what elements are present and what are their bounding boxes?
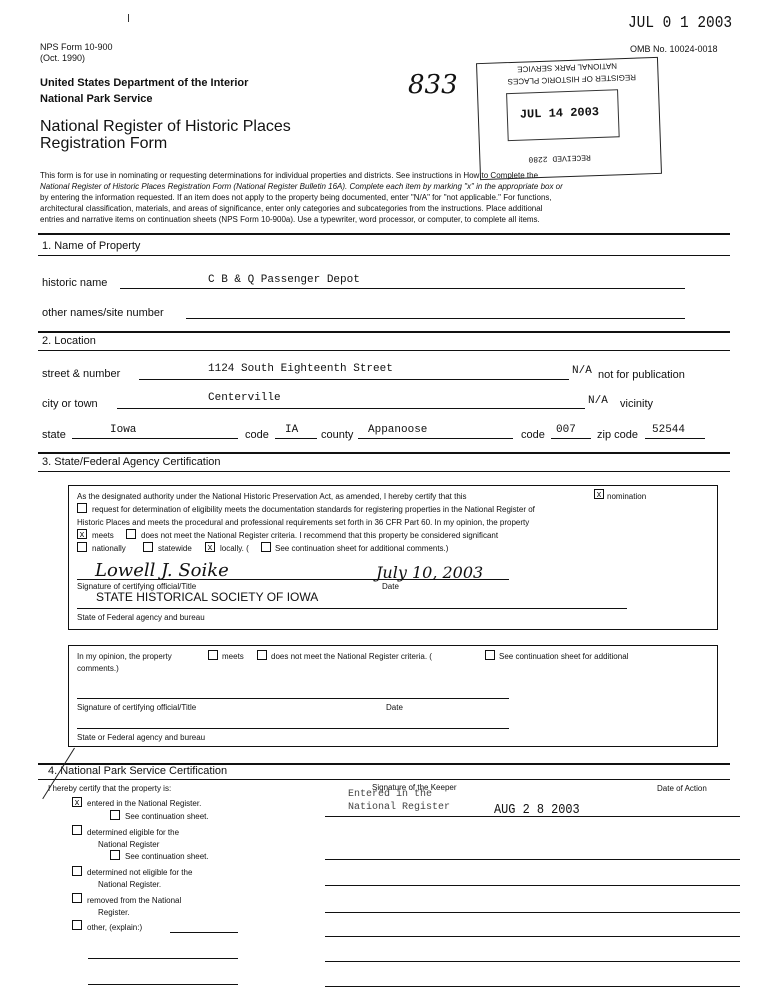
street-line <box>139 379 569 380</box>
date-stamp: JUL 0 1 2003 <box>628 14 733 33</box>
opinion-not-meet-checkbox[interactable] <box>257 650 267 660</box>
cert-text-line3: Historic Places and meets the procedural and professional requirements set forth in 36 CFR Part 60. In my opinion, the property <box>77 518 530 527</box>
section2-heading: 2. Location <box>42 335 96 347</box>
stamp-received: RECEIVED 2280 <box>528 152 591 164</box>
locally-checkbox[interactable]: x <box>205 542 215 552</box>
date-label: Date <box>382 582 399 591</box>
historic-name-line <box>120 288 685 289</box>
street-value[interactable]: 1124 South Eighteenth Street <box>208 363 393 375</box>
county-line <box>358 438 513 439</box>
omb-number: OMB No. 10024-0018 <box>630 44 718 54</box>
nomination-label: nomination <box>607 492 647 501</box>
signature-label: Signature of certifying official/Title <box>77 582 197 591</box>
keeper-line3 <box>325 885 740 886</box>
other-checkbox[interactable] <box>72 920 82 930</box>
entered-stamp-line2: National Register <box>348 802 451 813</box>
cert-text-line2: request for determination of eligibility meets the documentation standards for registering properties in the National Register of <box>92 505 535 514</box>
keeper-label: Signature of the Keeper <box>372 783 457 792</box>
locally-label: locally. ( <box>220 544 249 553</box>
certifying-signature: Lowell J. Soike <box>95 560 229 581</box>
certify-label: I hereby certify that the property is: <box>48 784 172 793</box>
opinion-see-label: See continuation sheet for additional <box>499 652 629 661</box>
stamp-date: JUL 14 2003 <box>519 104 600 122</box>
historic-name-label: historic name <box>42 277 108 289</box>
cert-text-line4: does not meet the National Register criteria. I recommend that this property be considered significant <box>141 531 499 540</box>
section3-heading: 3. State/Federal Agency Certification <box>42 456 221 468</box>
see-continuation-label: See continuation sheet for additional comments.) <box>275 544 449 553</box>
cert-text-line1: As the designated authority under the National Historic Preservation Act, as amended, I hereby certify that this <box>77 492 467 501</box>
city-value[interactable]: Centerville <box>208 392 281 404</box>
zip-line <box>645 438 705 439</box>
keeper-line4 <box>325 912 740 913</box>
instructions-line4: architectural classification, materials, and areas of significance, enter only categories and subcategories from the instructions. Place additional <box>40 204 543 213</box>
not-eligible-label-b: National Register. <box>98 880 162 889</box>
section1-rule <box>38 233 730 235</box>
form-title-line2: Registration Form <box>40 135 168 152</box>
form-date: (Oct. 1990) <box>40 53 86 63</box>
removed-checkbox[interactable] <box>72 893 82 903</box>
received-stamp <box>476 57 662 180</box>
stamp-date-box <box>506 89 620 141</box>
section2-rule <box>38 331 730 333</box>
opinion-signature-label: Signature of certifying official/Title <box>77 703 197 712</box>
section3-rule <box>38 452 730 454</box>
section3-heading-underline <box>38 471 730 472</box>
opinion-signature-line <box>77 698 509 699</box>
form-title-line1: National Register of Historic Places <box>40 118 291 135</box>
removed-label-a: removed from the National <box>87 896 182 905</box>
keeper-line5 <box>325 936 740 937</box>
state-value[interactable]: Iowa <box>110 424 137 436</box>
agency: National Park Service <box>40 93 153 105</box>
action-date: AUG 2 8 2003 <box>494 802 580 818</box>
keeper-line7 <box>325 986 740 987</box>
section1-heading: 1. Name of Property <box>42 240 141 252</box>
does-not-meet-checkbox[interactable] <box>126 529 136 539</box>
other-line3 <box>88 984 238 985</box>
code2-line <box>551 438 591 439</box>
form-number: NPS Form 10-900 <box>40 42 113 52</box>
entered-label: entered in the National Register. <box>87 799 202 808</box>
keeper-line1 <box>325 816 740 817</box>
opinion-bureau-line <box>77 728 509 729</box>
state-line <box>72 438 238 439</box>
opinion-text: In my opinion, the property <box>77 652 172 661</box>
tick-mark <box>128 14 129 22</box>
historic-name-value[interactable]: C B & Q Passenger Depot <box>208 274 360 286</box>
instructions-line2: National Register of Historic Places Registration Form (National Register Bulletin 16A). Complete each item by marking "x" in the appropriate box or <box>40 182 563 191</box>
see-continuation-checkbox[interactable] <box>261 542 271 552</box>
zip-label: zip code <box>597 429 638 441</box>
street-na: N/A <box>572 365 592 377</box>
section1-heading-underline <box>38 255 730 256</box>
handwritten-number: 833 <box>408 70 458 100</box>
opinion-meets-label: meets <box>222 652 244 661</box>
opinion-meets-checkbox[interactable] <box>208 650 218 660</box>
department: United States Department of the Interior <box>40 77 249 89</box>
eligible-see-checkbox[interactable] <box>110 850 120 860</box>
entered-checkbox[interactable]: x <box>72 797 82 807</box>
zip-value[interactable]: 52544 <box>652 424 686 436</box>
action-date-label: Date of Action <box>657 784 707 793</box>
entered-see-label: See continuation sheet. <box>125 812 209 821</box>
other-label: other, (explain:) <box>87 923 143 932</box>
opinion-see-checkbox[interactable] <box>485 650 495 660</box>
city-line <box>117 408 585 409</box>
not-eligible-checkbox[interactable] <box>72 866 82 876</box>
keeper-line2 <box>325 859 740 860</box>
section4-heading: 4. National Park Service Certification <box>48 765 228 777</box>
entered-stamp-line1: Entered in the <box>348 789 433 800</box>
opinion-comments: comments.) <box>77 664 119 673</box>
city-label: city or town <box>42 398 98 410</box>
removed-label-b: Register. <box>98 908 130 917</box>
eligible-label-b: National Register <box>98 840 160 849</box>
bureau-label: State of Federal agency and bureau <box>77 613 205 622</box>
vicinity-label: vicinity <box>620 398 654 410</box>
opinion-bureau-label: State or Federal agency and bureau <box>77 733 206 742</box>
certifying-date: July 10, 2003 <box>376 563 484 582</box>
county-value[interactable]: Appanoose <box>368 424 428 436</box>
society-name: STATE HISTORICAL SOCIETY OF IOWA <box>96 590 319 604</box>
other-line1 <box>170 932 238 933</box>
instructions-line5: entries and narrative items on continuation sheets (NPS Form 10-900a). Use a typewriter, word processor, or computer, to complete all items. <box>40 215 540 224</box>
opinion-not-meet-label: does not meet the National Register criteria. ( <box>271 652 432 661</box>
state-label: state <box>42 429 66 441</box>
code2-label: code <box>521 429 545 441</box>
meets-checkbox[interactable]: x <box>77 529 87 539</box>
code-value[interactable]: IA <box>285 424 299 436</box>
street-label: street & number <box>42 368 121 380</box>
not-for-publication: not for publication <box>598 369 685 381</box>
keeper-line6 <box>325 961 740 962</box>
code-line <box>275 438 317 439</box>
nationally-checkbox[interactable] <box>77 542 87 552</box>
statewide-checkbox[interactable] <box>143 542 153 552</box>
eligible-see-label: See continuation sheet. <box>125 852 209 861</box>
not-eligible-label-a: determined not eligible for the <box>87 868 193 877</box>
city-na: N/A <box>588 395 608 407</box>
nationally-label: nationally <box>92 544 126 553</box>
code-label: code <box>245 429 269 441</box>
eligible-checkbox[interactable] <box>72 825 82 835</box>
section2-heading-underline <box>38 350 730 351</box>
stamp-line1: NATIONAL PARK SERVICE <box>517 61 618 74</box>
signature-line <box>77 579 509 580</box>
entered-see-checkbox[interactable] <box>110 810 120 820</box>
eligible-label-a: determined eligible for the <box>87 828 180 837</box>
other-names-label: other names/site number <box>42 307 164 319</box>
bureau-line <box>77 608 627 609</box>
statewide-label: statewide <box>158 544 192 553</box>
instructions-line1: This form is for use in nominating or requesting determinations for individual properties and districts. See instructions in How to Complete the <box>40 171 539 180</box>
section4-heading-underline <box>38 779 730 780</box>
stamp-line2: REGISTER OF HISTORIC PLACES <box>507 72 637 87</box>
nomination-checkbox[interactable]: x <box>594 489 604 499</box>
code2-value[interactable]: 007 <box>556 424 576 436</box>
request-checkbox[interactable] <box>77 503 87 513</box>
county-label: county <box>321 429 354 441</box>
meets-label: meets <box>92 531 114 540</box>
instructions-line3: by entering the information requested. If an item does not apply to the property being documented, enter "N/A" for "not applicable." For functions, <box>40 193 552 202</box>
other-line2 <box>88 958 238 959</box>
other-names-line <box>186 318 685 319</box>
opinion-date-label: Date <box>386 703 403 712</box>
